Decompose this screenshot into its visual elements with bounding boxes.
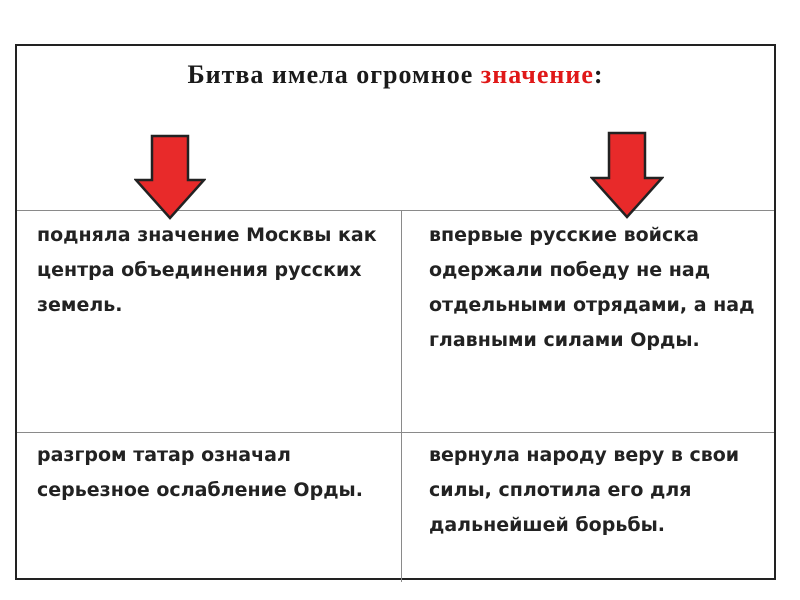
table-cell-r1c2: впервые русские войска одержали победу не над отдельными отрядами, а над главными силами Орды.: [429, 224, 755, 351]
page-title: [17, 60, 774, 90]
arrow-down-icon: [590, 131, 664, 219]
column-divider: [401, 211, 402, 582]
table-cell-r1c1: подняла значение Москвы как центра объединения русских земель.: [37, 224, 377, 316]
arrow-down-icon: [134, 134, 206, 220]
table-cell-r2c2: вернула народу веру в свои силы, сплотила его для дальнейшей борьбы.: [429, 444, 740, 536]
row-divider-2: [17, 432, 774, 433]
title-prefix: Битва имела огромное: [187, 60, 481, 89]
table-cell-r2c1: разгром татар означал серьезное ослабление Орды.: [37, 444, 363, 501]
table: [15, 44, 776, 580]
title-suffix: :: [593, 60, 604, 89]
title-accent: значение: [480, 60, 594, 89]
